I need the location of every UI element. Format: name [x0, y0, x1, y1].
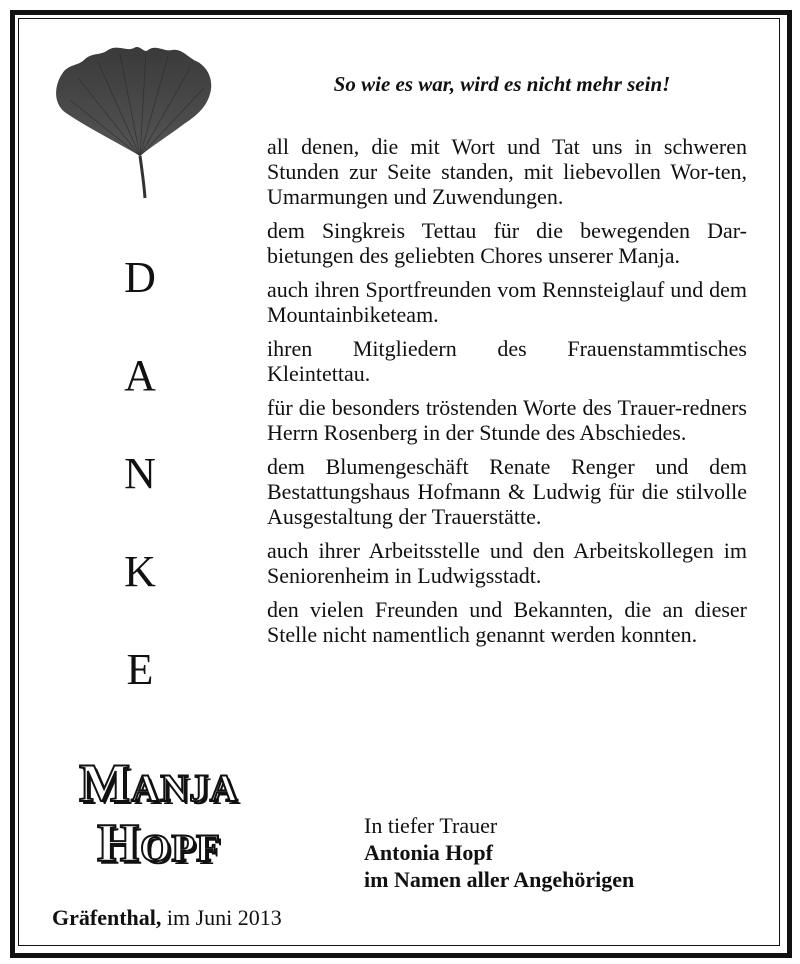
- danke-letter: N: [124, 449, 156, 498]
- first-name-initial: M: [79, 753, 132, 813]
- thanks-paragraph: all denen, die mit Wort und Tat uns in schweren Stunden zur Seite standen, mit liebevollen Wor-ten, Umarmungen und Zuwendungen.: [267, 134, 747, 209]
- ginkgo-leaf-icon: [48, 38, 218, 203]
- place-date: [52, 905, 282, 931]
- thanks-paragraph: dem Blumengeschäft Renate Renger und dem Bestattungshaus Hofmann & Ludwig für die stilvolle Ausgestaltung der Trauerstätte.: [267, 454, 747, 529]
- place: Gräfenthal,: [52, 905, 162, 930]
- danke-letter: E: [126, 645, 154, 694]
- danke-letter: A: [124, 351, 156, 400]
- first-name-rest: ANJA: [131, 767, 239, 810]
- date: im Juni 2013: [161, 905, 282, 930]
- thanks-paragraph: auch ihren Sportfreunden vom Rennsteiglauf und dem Mountainbiketeam.: [267, 277, 747, 327]
- last-name-initial: H: [97, 813, 141, 873]
- danke-letter: D: [124, 253, 156, 302]
- closing-line: im Namen aller Angehörigen: [364, 867, 635, 892]
- thanks-paragraph: dem Singkreis Tettau für die bewegenden Dar-bietungen des geliebten Chores unserer Manja.: [267, 218, 747, 268]
- danke-letter: K: [124, 547, 156, 596]
- deceased-first-name: [40, 752, 278, 814]
- thanks-paragraph: ihren Mitgliedern des Frauenstammtisches Kleintettau.: [267, 336, 747, 386]
- motto: So wie es war, wird es nicht mehr sein!: [333, 72, 671, 96]
- thanks-paragraph: den vielen Freunden und Bekannten, die an dieser Stelle nicht namentlich genannt werden konnten.: [267, 597, 747, 647]
- thanks-paragraph: für die besonders tröstenden Worte des Trauer-redners Herrn Rosenberg in der Stunde des Abschiedes.: [267, 395, 747, 445]
- closing-signature: [364, 812, 634, 893]
- danke-vertical-title: [110, 250, 170, 740]
- thanks-paragraphs: [267, 134, 747, 656]
- closing-line: In tiefer Trauer: [364, 813, 498, 838]
- deceased-last-name: [40, 812, 278, 874]
- last-name-rest: OPF: [140, 827, 221, 870]
- mourner-name: Antonia Hopf: [364, 840, 493, 865]
- thanks-paragraph: auch ihrer Arbeitsstelle und den Arbeitskollegen im Seniorenheim in Ludwigsstadt.: [267, 538, 747, 588]
